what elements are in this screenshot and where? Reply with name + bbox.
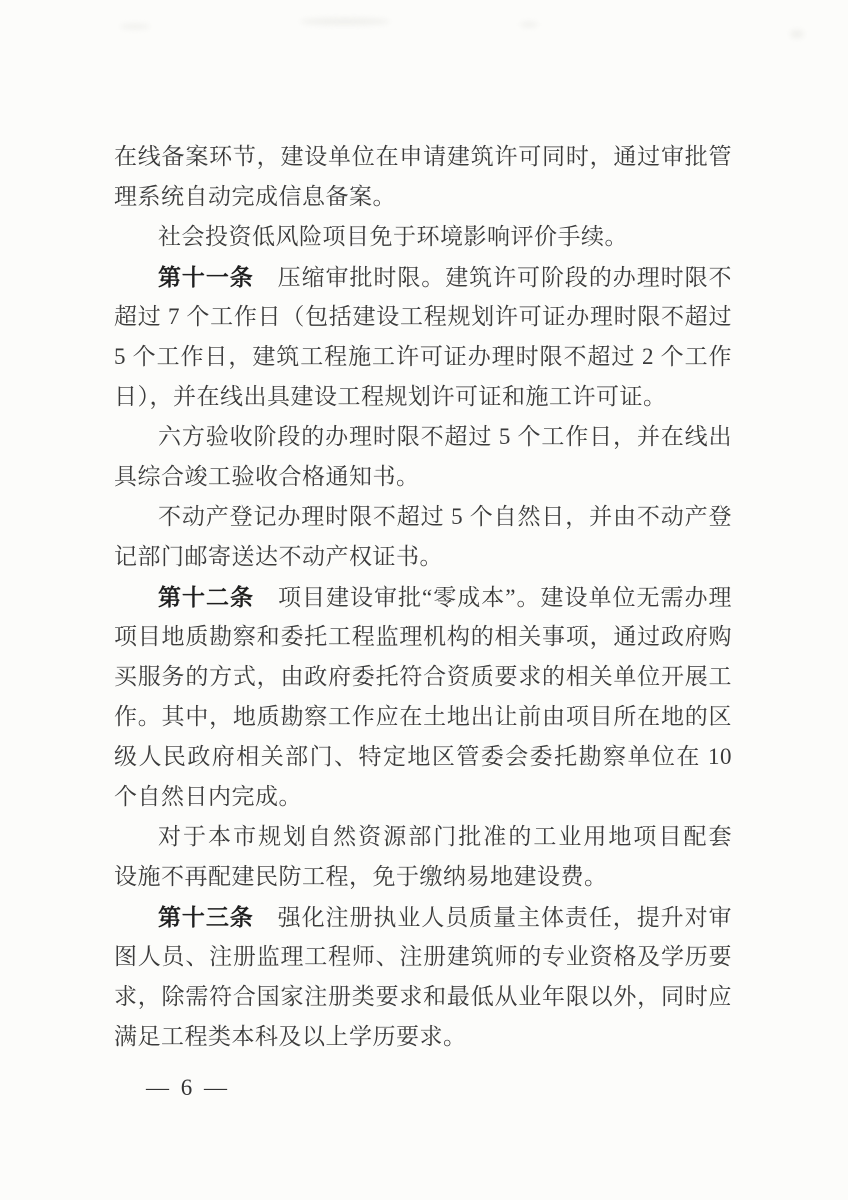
text-segment: 图人员、注册监理工程师、注册建筑师的专业资格及学历要 [114, 944, 732, 969]
text-line [114, 177, 732, 217]
text-line [114, 897, 732, 937]
text-segment: 级人民政府相关部门、特定地区管委会委托勘察单位在 10 [114, 744, 732, 769]
text-line [114, 217, 732, 257]
text-segment: 在线备案环节，建设单位在申请建筑许可同时，通过审批管 [114, 144, 732, 169]
text-segment: 六方验收阶段的办理时限不超过 5 个工作日，并在线出 [158, 424, 732, 449]
text-segment: 具综合竣工验收合格通知书。 [114, 464, 420, 489]
text-line [114, 257, 732, 297]
text-line [114, 1017, 732, 1057]
scan-smudge [790, 30, 804, 38]
document-body [114, 137, 732, 1057]
text-line [114, 777, 732, 817]
text-segment: 满足工程类本科及以上学历要求。 [114, 1024, 467, 1049]
text-segment: 对于本市规划自然资源部门批准的工业用地项目配套 [158, 824, 732, 849]
text-line [114, 697, 732, 737]
text-segment: 项目地质勘察和委托工程监理机构的相关事项，通过政府购 [114, 624, 732, 649]
text-line [114, 377, 732, 417]
text-line [114, 937, 732, 977]
text-segment: 强化注册执业人员质量主体责任，提升对审 [253, 905, 733, 930]
text-segment: 社会投资低风险项目免于环境影响评价手续。 [158, 224, 628, 249]
text-segment: 日），并在线出具建设工程规划许可证和施工许可证。 [114, 384, 667, 409]
text-segment: 买服务的方式，由政府委托符合资质要求的相关单位开展工 [114, 664, 732, 689]
text-line [114, 337, 732, 377]
text-segment: 设施不再配建民防工程，免于缴纳易地建设费。 [114, 864, 608, 889]
text-segment: 5 个工作日，建筑工程施工许可证办理时限不超过 2 个工作 [114, 344, 732, 369]
scan-smudge [120, 24, 150, 29]
text-segment: 理系统自动完成信息备案。 [114, 184, 396, 209]
page-number: — 6 — [146, 1075, 230, 1100]
text-line [114, 297, 732, 337]
text-line [114, 617, 732, 657]
text-segment: 求，除需符合国家注册类要求和最低从业年限以外，同时应 [114, 984, 732, 1009]
article-number: 第十一条 [158, 264, 254, 290]
scan-smudge [300, 18, 390, 25]
text-segment: 作。其中，地质勘察工作应在土地出让前由项目所在地的区 [114, 704, 732, 729]
article-number: 第十二条 [158, 584, 255, 610]
article-number: 第十三条 [158, 904, 254, 930]
text-line [114, 857, 732, 897]
text-line [114, 657, 732, 697]
text-line [114, 497, 732, 537]
text-line [114, 137, 732, 177]
text-segment: 压缩审批时限。建筑许可阶段的办理时限不 [253, 265, 733, 290]
text-line [114, 737, 732, 777]
text-segment: 个自然日内完成。 [114, 784, 302, 809]
text-segment: 项目建设审批“零成本”。建设单位无需办理 [254, 585, 732, 610]
text-line [114, 577, 732, 617]
text-line [114, 977, 732, 1017]
text-line [114, 457, 732, 497]
text-line [114, 817, 732, 857]
text-segment: 不动产登记办理时限不超过 5 个自然日，并由不动产登 [158, 504, 732, 529]
text-line [114, 537, 732, 577]
text-line [114, 417, 732, 457]
text-segment: 记部门邮寄送达不动产权证书。 [114, 544, 443, 569]
scan-smudge [520, 22, 538, 27]
text-segment: 超过 7 个工作日（包括建设工程规划许可证办理时限不超过 [114, 304, 732, 329]
